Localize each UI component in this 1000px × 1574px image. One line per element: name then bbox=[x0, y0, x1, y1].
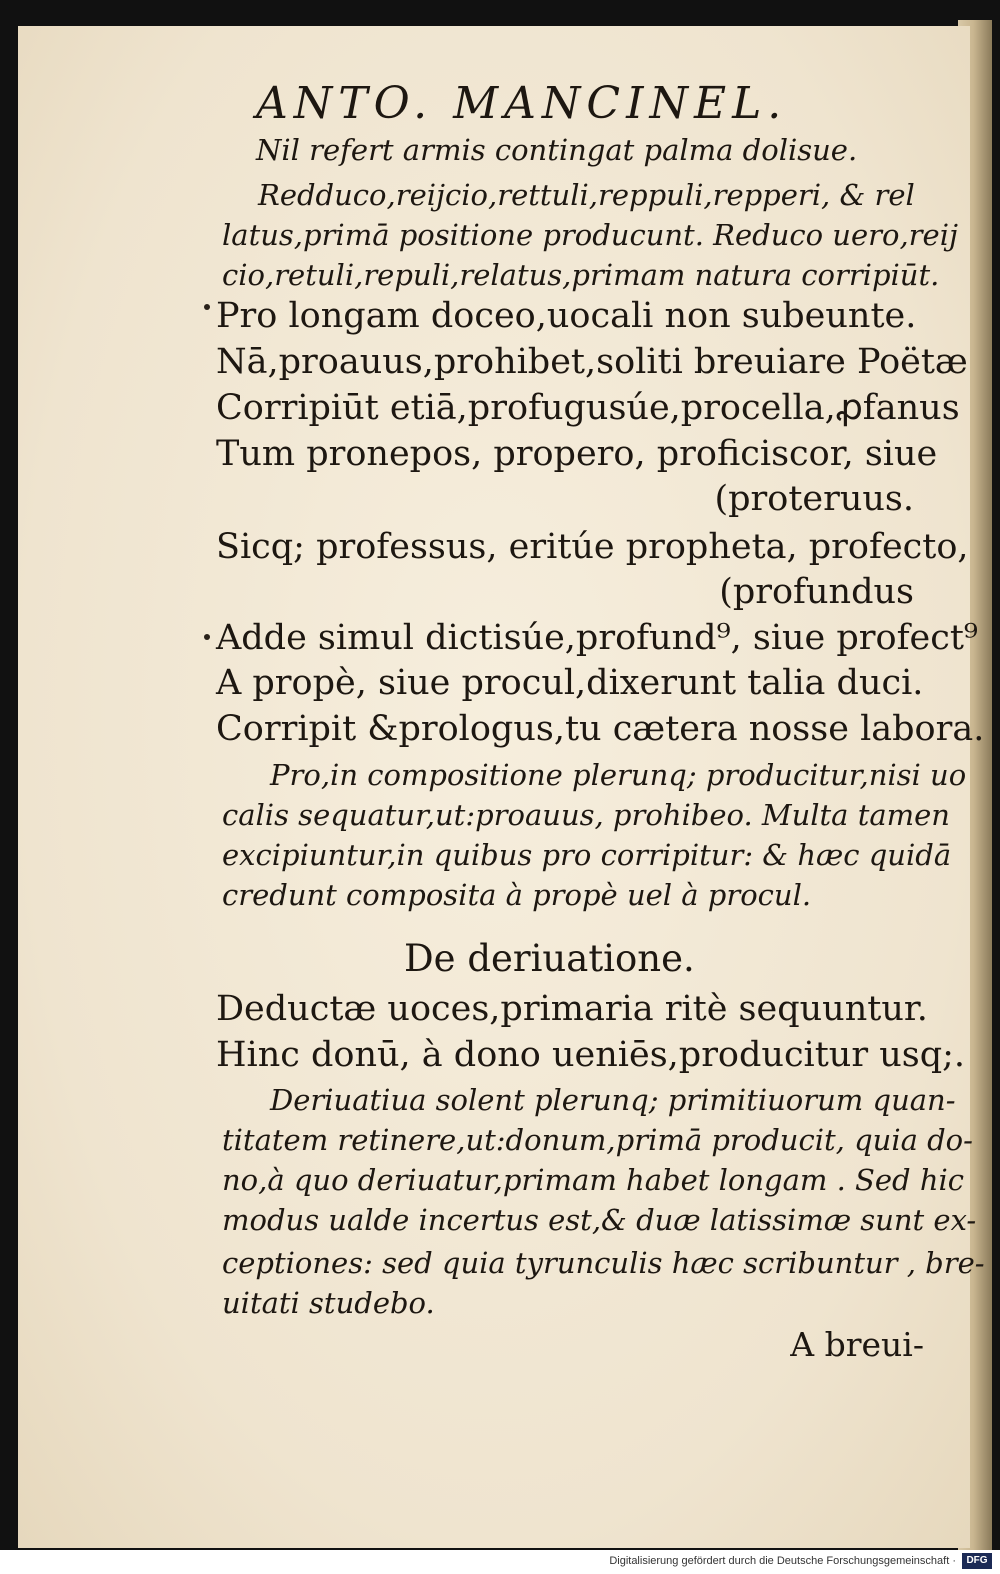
commentary-line: calis sequatur,ut:proauus, prohibeo. Multa tamen bbox=[222, 798, 950, 832]
verse-line-turnover: (profundus bbox=[719, 572, 914, 612]
text-line: Nil refert armis contingat palma dolisue. bbox=[256, 133, 858, 167]
catchword: A breui- bbox=[790, 1325, 924, 1364]
verse-line: Adde simul dictisúe,profund⁹, siue profect⁹ bbox=[216, 618, 978, 658]
verse-line: A propè, siue procul,dixerunt talia duci. bbox=[216, 663, 924, 703]
commentary-line: excipiuntur,in quibus pro corripitur: & hæc quidā bbox=[222, 838, 952, 872]
text-line: Redduco,reijcio,rettuli,reppuli,repperi, & rel bbox=[258, 178, 915, 212]
verse-line: Hinc donū, à dono ueniēs,producitur usq;. bbox=[216, 1035, 966, 1075]
running-head: ANTO. MANCINEL. bbox=[256, 78, 788, 129]
footer-credit: Digitalisierung gefördert durch die Deutsche Forschungsgemeinschaft · bbox=[609, 1555, 956, 1567]
margin-mark bbox=[204, 304, 210, 310]
margin-mark bbox=[204, 634, 210, 640]
text-line: cio,retuli,repuli,relatus,primam natura corripiūt. bbox=[222, 258, 940, 292]
commentary-line: no,à quo deriuatur,primam habet longam . Sed hic bbox=[222, 1163, 965, 1197]
verse-line: Deductæ uoces,primaria ritè sequuntur. bbox=[216, 989, 928, 1029]
section-title: De deriuatione. bbox=[404, 937, 695, 980]
verse-line: Tum pronepos, propero, proficiscor, siue bbox=[216, 434, 938, 474]
commentary-line: modus ualde incertus est,& duæ latissimæ sunt ex- bbox=[222, 1203, 977, 1237]
verse-line-turnover: (proteruus. bbox=[714, 479, 914, 519]
commentary-line: titatem retinere,ut:donum,primā producit, quia do- bbox=[222, 1123, 973, 1157]
commentary-line: Deriuatiua solent plerunq; primitiuorum quan- bbox=[270, 1083, 956, 1117]
dfg-logo: DFG bbox=[962, 1553, 992, 1569]
commentary-line: uitati studebo. bbox=[222, 1286, 435, 1320]
verse-line: Pro longam doceo,uocali non subeunte. bbox=[216, 296, 917, 336]
verse-line: Corripiūt etiā,profugusúe,procella,ꝓfanus bbox=[216, 388, 960, 428]
commentary-line: ceptiones: sed quia tyrunculis hæc scribuntur , bre- bbox=[222, 1246, 985, 1280]
verse-line: Sicq; professus, eritúe propheta, profecto, bbox=[216, 527, 969, 567]
verse-line: Nā,proauus,prohibet,soliti breuiare Poëtæ bbox=[216, 342, 968, 382]
commentary-line: Pro,in compositione plerunq; producitur,nisi uo bbox=[270, 758, 967, 792]
verse-line: Corripit &prologus,tu cætera nosse labora. bbox=[216, 709, 985, 749]
text-line: latus,primā positione producunt. Reduco uero,reij bbox=[222, 218, 958, 252]
commentary-line: credunt composita à propè uel à procul. bbox=[222, 878, 812, 912]
